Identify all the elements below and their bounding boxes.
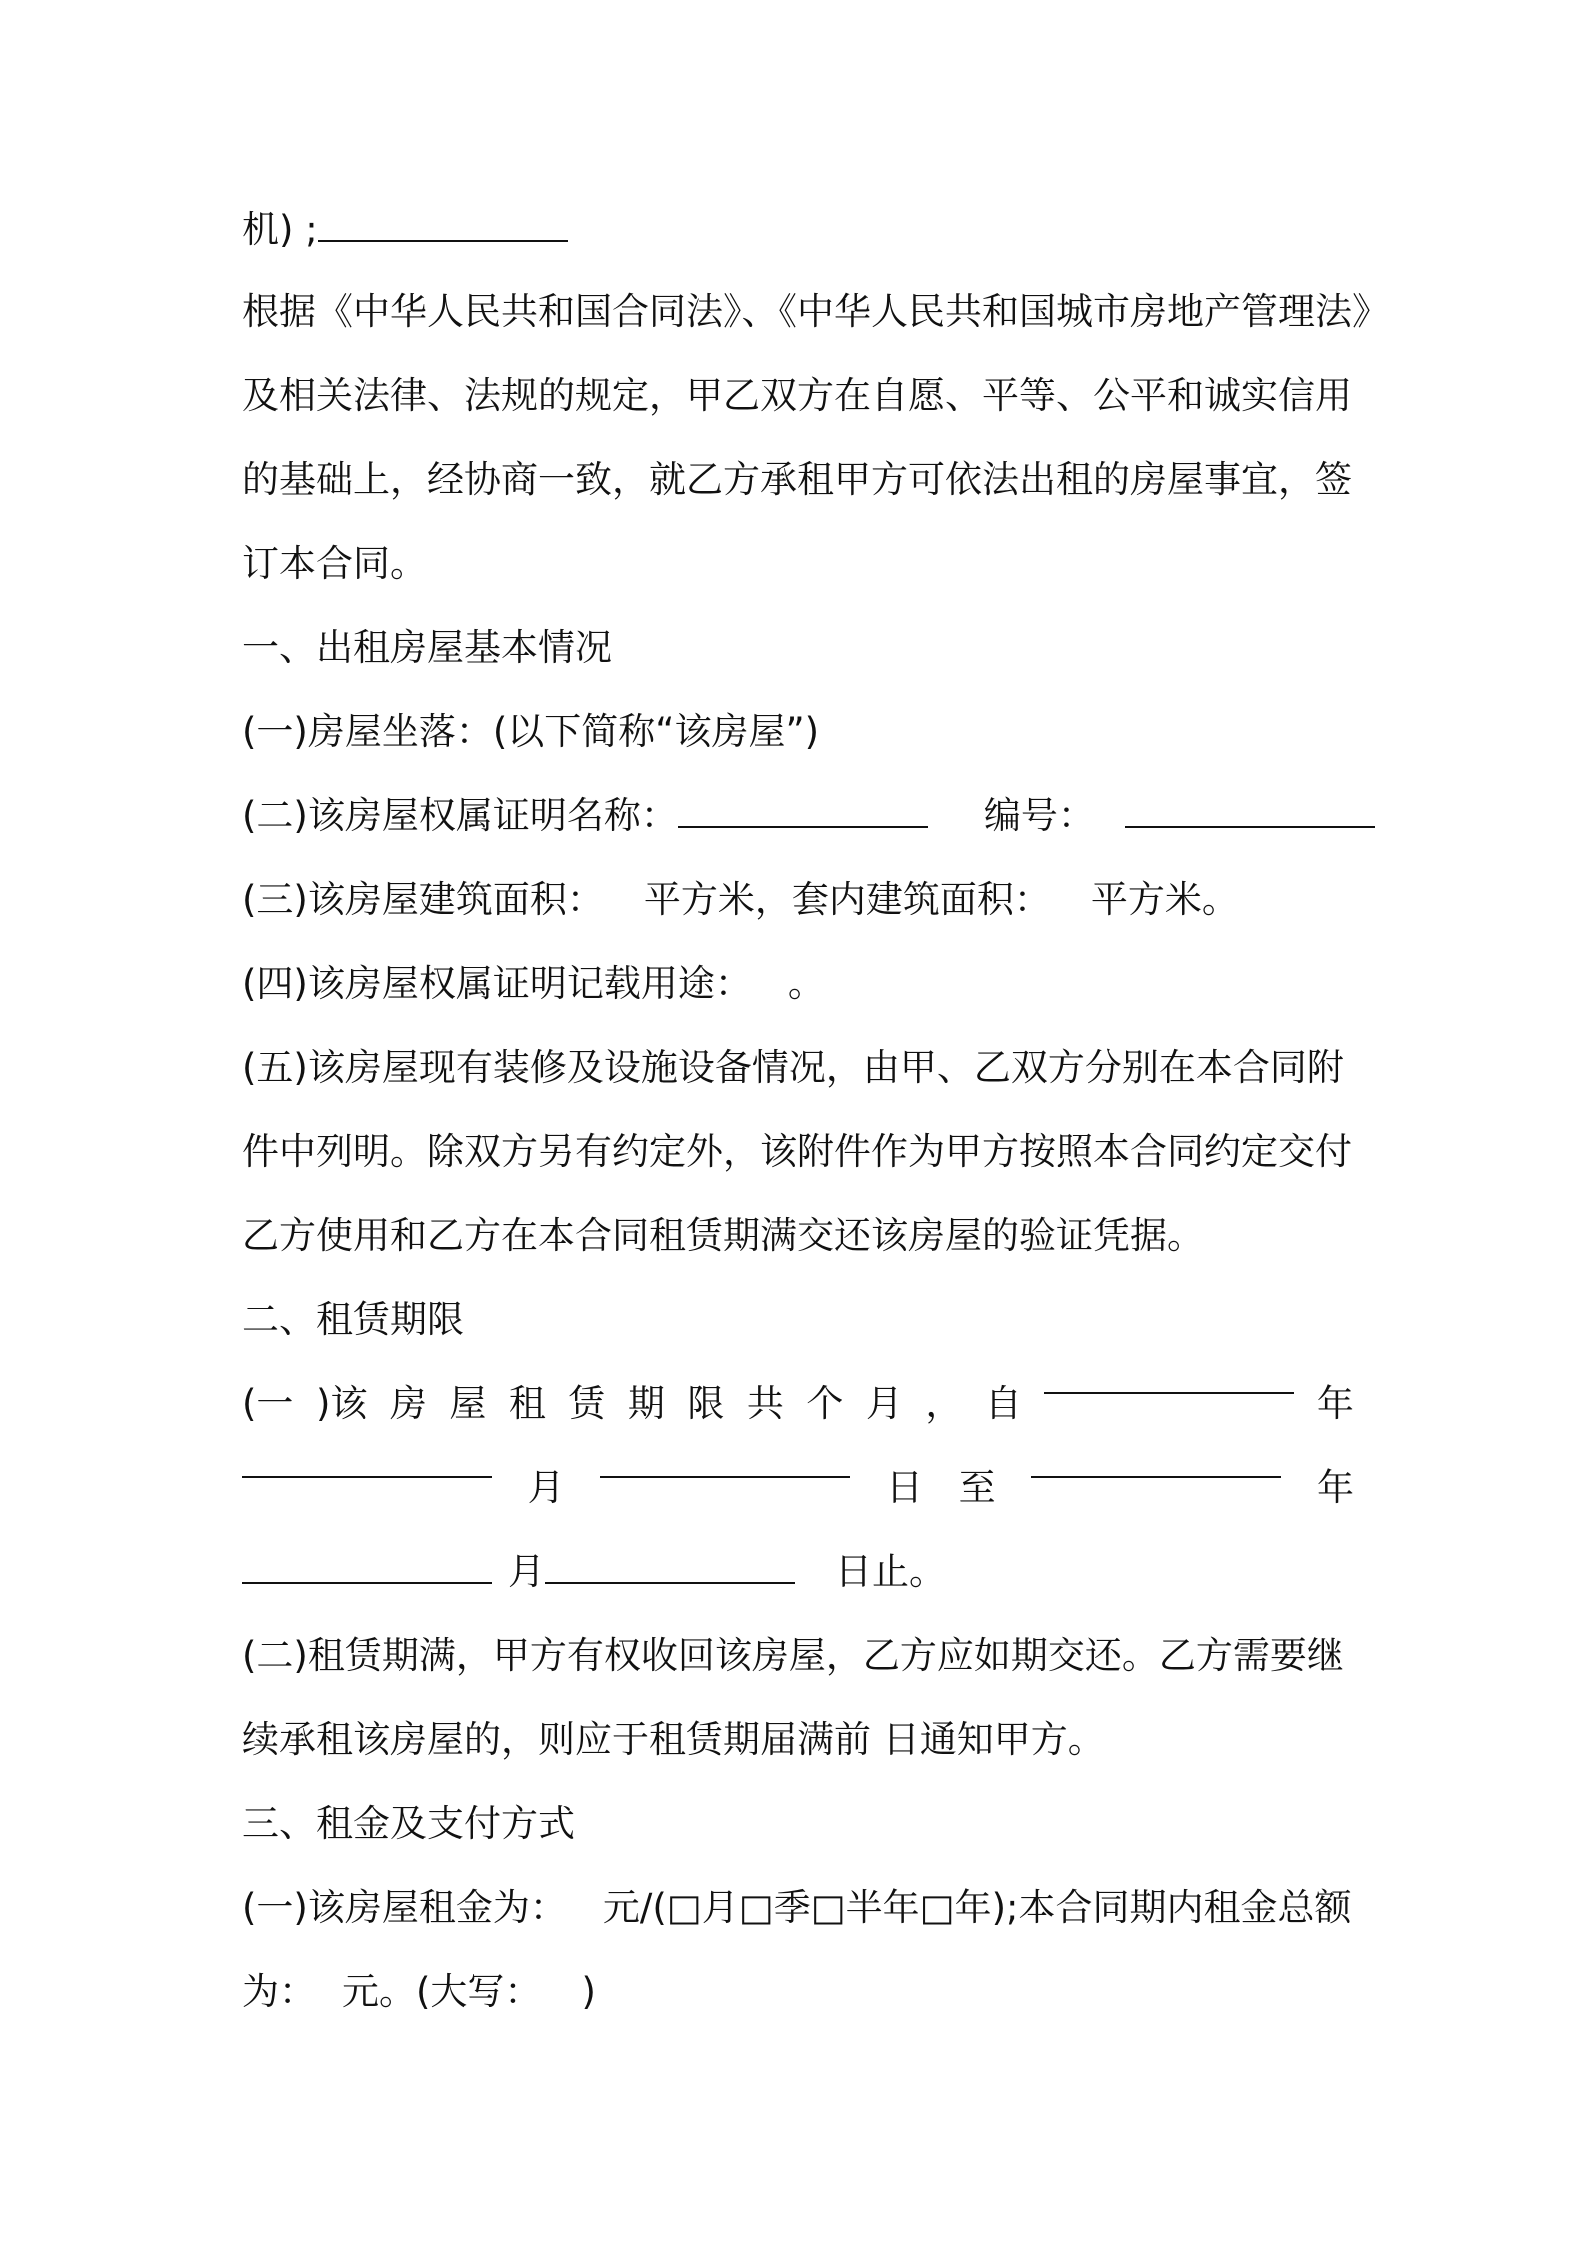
clause-2-2-line-2: 续承租该房屋的，则应于租赁期届满前 日通知甲方。 bbox=[242, 1718, 1105, 1761]
clause-2-2-line-1: (二)租赁期满，甲方有权收回该房屋，乙方应如期交还。乙方需要继 bbox=[242, 1634, 1344, 1677]
clause-2-1-line-3: 月 日止。 bbox=[242, 1530, 1354, 1614]
blank-certificate-number bbox=[1125, 796, 1375, 828]
blank-line bbox=[318, 210, 568, 242]
clause-1-1: (一)房屋坐落：(以下简称“该房屋”) bbox=[242, 710, 820, 753]
blank-end-month bbox=[242, 1552, 492, 1584]
clause-1-4: (四)该房屋权属证明记载用途： 。 bbox=[242, 962, 825, 1005]
blank-end-year bbox=[1031, 1446, 1281, 1478]
blank-start-year bbox=[1044, 1362, 1294, 1394]
paragraph-intro-line-4: 订本合同。 bbox=[242, 542, 427, 585]
clause-1-5-line-2: 件中列明。除双方另有约定外，该附件作为甲方按照本合同约定交付 bbox=[242, 1130, 1352, 1173]
clause-1-5-line-3: 乙方使用和乙方在本合同租赁期满交还该房屋的验证凭据。 bbox=[242, 1214, 1204, 1257]
clause-1-5-line-1: (五)该房屋现有装修及设施设备情况，由甲、乙双方分别在本合同附 bbox=[242, 1046, 1344, 1089]
clause-3-1-line-1: (一)该房屋租金为： 元/(□月□季□半年□年);本合同期内租金总额 bbox=[242, 1886, 1352, 1929]
clause-1-3: (三)该房屋建筑面积： 平方米，套内建筑面积： 平方米。 bbox=[242, 878, 1239, 921]
paragraph-intro-line-2: 及相关法律、法规的规定，甲乙双方在自愿、平等、公平和诚实信用 bbox=[242, 374, 1352, 417]
clause-1-2: (二)该房屋权属证明名称： 编号： bbox=[242, 774, 1354, 858]
section-heading-3: 三、租金及支付方式 bbox=[242, 1802, 575, 1845]
clause-2-1-line-1: (一 )该 房 屋 租 赁 期 限 共 个 月 ， 自 年 bbox=[242, 1362, 1354, 1446]
paragraph-intro-line-1: 根据《中华人民共和国合同法》、《中华人民共和国城市房地产管理法》 bbox=[242, 290, 1389, 333]
paragraph-intro-line-3: 的基础上，经协商一致，就乙方承租甲方可依法出租的房屋事宜，签 bbox=[242, 458, 1352, 501]
blank-end-day bbox=[545, 1552, 795, 1584]
section-heading-1: 一、出租房屋基本情况 bbox=[242, 626, 612, 669]
blank-certificate-name bbox=[678, 796, 928, 828]
section-heading-2: 二、租赁期限 bbox=[242, 1298, 464, 1341]
blank-start-month bbox=[242, 1446, 492, 1478]
line-continuation: 机) ; bbox=[242, 188, 1354, 272]
clause-2-1-line-2: 月 日 至 年 bbox=[242, 1446, 1354, 1530]
clause-3-1-line-2: 为： 元。(大写： ) bbox=[242, 1970, 596, 2013]
blank-start-day bbox=[600, 1446, 850, 1478]
